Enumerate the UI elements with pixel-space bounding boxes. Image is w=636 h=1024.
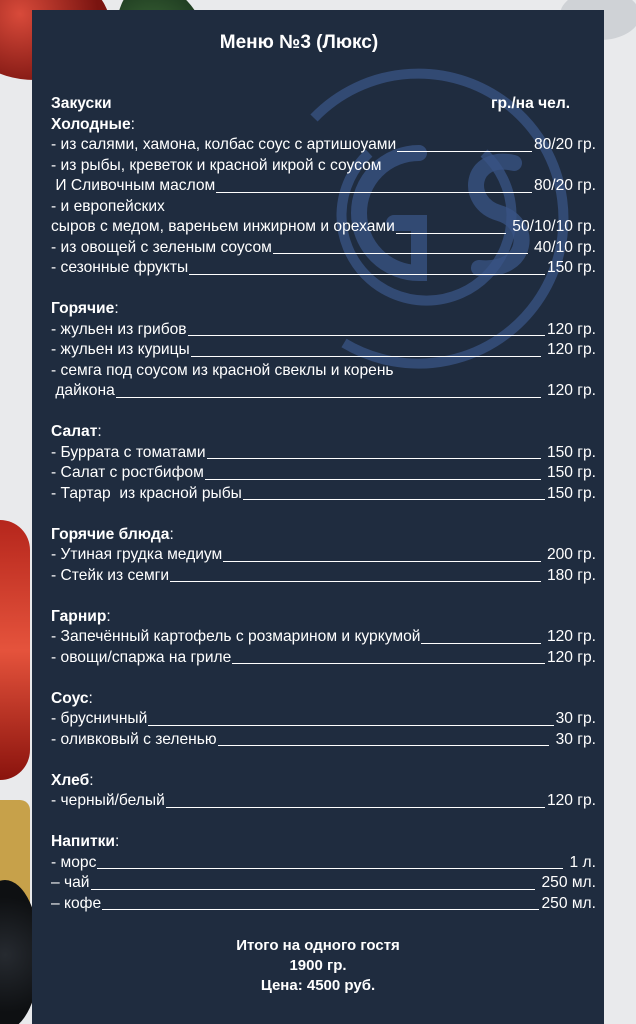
menu-item-weight: 80/20 гр. bbox=[533, 136, 596, 153]
section-title: Салат bbox=[51, 423, 98, 440]
menu-item bbox=[51, 648, 596, 669]
menu-item-name: – кофе bbox=[51, 894, 102, 912]
leader-line bbox=[397, 151, 532, 152]
section-title: Горячие блюда bbox=[51, 525, 170, 543]
leader-line bbox=[243, 499, 545, 500]
section-heading: Гарнир: bbox=[51, 607, 111, 625]
menu-item bbox=[51, 791, 596, 812]
menu-item bbox=[51, 709, 596, 730]
leader-line bbox=[170, 581, 541, 582]
menu-item-weight: 200 гр. bbox=[542, 546, 596, 563]
menu-item-weight: 250 мл. bbox=[537, 874, 596, 891]
menu-item-name: - и европейских bbox=[51, 197, 165, 215]
leader-line bbox=[207, 458, 541, 459]
menu-item bbox=[51, 320, 596, 341]
menu-item bbox=[51, 176, 596, 197]
menu-item-name: - Буррата с томатами bbox=[51, 443, 206, 461]
section-heading: Напитки: bbox=[51, 833, 120, 850]
leader-line bbox=[191, 356, 541, 357]
menu-item bbox=[51, 361, 596, 382]
total-block bbox=[32, 936, 604, 996]
menu-item-name: - морс bbox=[51, 853, 97, 871]
menu-item-weight: 150 гр. bbox=[542, 443, 596, 461]
leader-line bbox=[396, 233, 506, 234]
menu-item-weight: 120 гр. bbox=[542, 341, 596, 358]
menu-item bbox=[51, 730, 596, 751]
page-title: Меню №3 (Люкс) bbox=[219, 32, 379, 53]
section-gap bbox=[51, 586, 596, 607]
menu-item-weight: 180 гр. bbox=[542, 566, 596, 584]
menu-item-name: - Утиная грудка медиум bbox=[51, 546, 223, 563]
menu-item-name: - жульен из курицы bbox=[51, 341, 190, 358]
subheading-text: Холодные bbox=[51, 115, 131, 133]
section-gap bbox=[51, 750, 596, 771]
menu-item-weight: 30 гр. bbox=[555, 710, 596, 727]
menu-item-name: сыров с медом, вареньем инжирном и орехами bbox=[51, 218, 395, 235]
section-gap bbox=[51, 402, 596, 423]
menu-panel bbox=[32, 10, 604, 1024]
menu-item bbox=[51, 340, 596, 361]
menu-item-weight: 120 гр. bbox=[542, 382, 596, 399]
menu-item bbox=[51, 484, 596, 505]
menu-item-weight: 40/10 гр. bbox=[529, 238, 596, 256]
total-weight: 1900 гр. bbox=[289, 957, 347, 974]
leader-line bbox=[91, 889, 536, 890]
menu-item-name: - Стейк из семги bbox=[51, 566, 170, 584]
menu-item-name: - овощи/спаржа на гриле bbox=[51, 648, 232, 666]
section-title: Соус bbox=[51, 689, 89, 707]
leader-line bbox=[421, 643, 540, 644]
total-label: Итого на одного гостя bbox=[236, 937, 400, 954]
menu-item bbox=[51, 135, 596, 156]
leader-line bbox=[205, 479, 541, 480]
unit-header: гр./на чел. bbox=[491, 95, 571, 112]
section-gap bbox=[51, 504, 596, 525]
menu-item-name: - черный/белый bbox=[51, 792, 165, 809]
menu-item bbox=[51, 566, 596, 587]
leader-line bbox=[232, 663, 545, 664]
menu-item-weight: 80/20 гр. bbox=[533, 177, 596, 194]
menu-item-weight: 120 гр. bbox=[546, 792, 596, 809]
leader-line bbox=[218, 745, 550, 746]
leader-line bbox=[223, 561, 540, 562]
menu-item-name: - Запечённый картофель с розмарином и куркумой bbox=[51, 628, 421, 645]
leader-line bbox=[102, 909, 539, 910]
menu-item bbox=[51, 156, 596, 177]
leader-line bbox=[116, 397, 541, 398]
menu-item-name: - из рыбы, креветок и красной икрой с соусом bbox=[51, 156, 382, 174]
menu-item bbox=[51, 258, 596, 279]
menu-item bbox=[51, 627, 596, 648]
leader-line bbox=[148, 725, 553, 726]
leader-line bbox=[273, 253, 528, 254]
menu-item-name: - семга под соусом из красной свеклы и корень bbox=[51, 361, 394, 379]
section-gap bbox=[51, 279, 596, 300]
menu-item bbox=[51, 873, 596, 894]
menu-item bbox=[51, 545, 596, 566]
section-heading: Горячие: bbox=[51, 300, 119, 317]
section-title: Напитки bbox=[51, 833, 115, 850]
menu-item-name: И Сливочным маслом bbox=[51, 177, 216, 194]
menu-item bbox=[51, 197, 596, 218]
menu-item-weight: 150 гр. bbox=[542, 464, 596, 481]
menu-item-weight: 250 мл. bbox=[541, 894, 596, 912]
menu-item-weight: 150 гр. bbox=[546, 484, 596, 502]
menu-item bbox=[51, 381, 596, 402]
menu-item bbox=[51, 894, 596, 915]
menu-item-name: - сезонные фрукты bbox=[51, 259, 189, 276]
menu-item bbox=[51, 463, 596, 484]
menu-item-weight: 1 л. bbox=[565, 853, 596, 871]
leader-line bbox=[97, 868, 563, 869]
menu-item bbox=[51, 853, 596, 874]
menu-item-name: – чай bbox=[51, 874, 90, 891]
section-title: Хлеб bbox=[51, 771, 90, 789]
menu-item-name: - оливковый с зеленью bbox=[51, 730, 217, 748]
menu-item-weight: 120 гр. bbox=[546, 320, 596, 338]
leader-line bbox=[189, 274, 545, 275]
menu-item-weight: 150 гр. bbox=[546, 259, 596, 276]
menu-item bbox=[51, 443, 596, 464]
menu-item-weight: 50/10/10 гр. bbox=[507, 218, 596, 235]
menu-item-name: - из салями, хамона, колбас соус с артишоуами bbox=[51, 136, 397, 153]
menu-item-name: - из овощей с зеленым соусом bbox=[51, 238, 272, 256]
section-title: Горячие bbox=[51, 300, 115, 317]
section-gap bbox=[51, 812, 596, 833]
section-title: Гарнир bbox=[51, 607, 107, 625]
section-gap bbox=[51, 668, 596, 689]
menu-item-name: - брусничный bbox=[51, 710, 148, 727]
section-heading: Горячие блюда: bbox=[51, 525, 174, 543]
menu-content bbox=[51, 94, 596, 914]
leader-line bbox=[216, 192, 532, 193]
total-price: Цена: 4500 руб. bbox=[260, 977, 376, 994]
section-subheading: Холодные: bbox=[51, 115, 136, 133]
menu-item bbox=[51, 238, 596, 259]
section-heading: Соус: bbox=[51, 689, 93, 707]
menu-item-weight: 120 гр. bbox=[542, 628, 596, 645]
menu-item bbox=[51, 217, 596, 238]
menu-item-name: - жульен из грибов bbox=[51, 320, 187, 338]
pepper-decoration bbox=[0, 520, 30, 780]
section-heading bbox=[51, 94, 596, 115]
section-title: Закуски bbox=[51, 95, 112, 112]
section-heading: Хлеб: bbox=[51, 771, 94, 789]
menu-item-name: - Салат с ростбифом bbox=[51, 464, 204, 481]
leader-line bbox=[166, 807, 545, 808]
menu-item-name: дайкона bbox=[51, 382, 115, 399]
menu-item-weight: 120 гр. bbox=[546, 648, 596, 666]
menu-item-name: - Тартар из красной рыбы bbox=[51, 484, 242, 502]
section-heading: Салат: bbox=[51, 423, 102, 440]
leader-line bbox=[188, 335, 545, 336]
menu-item-weight: 30 гр. bbox=[551, 730, 596, 748]
